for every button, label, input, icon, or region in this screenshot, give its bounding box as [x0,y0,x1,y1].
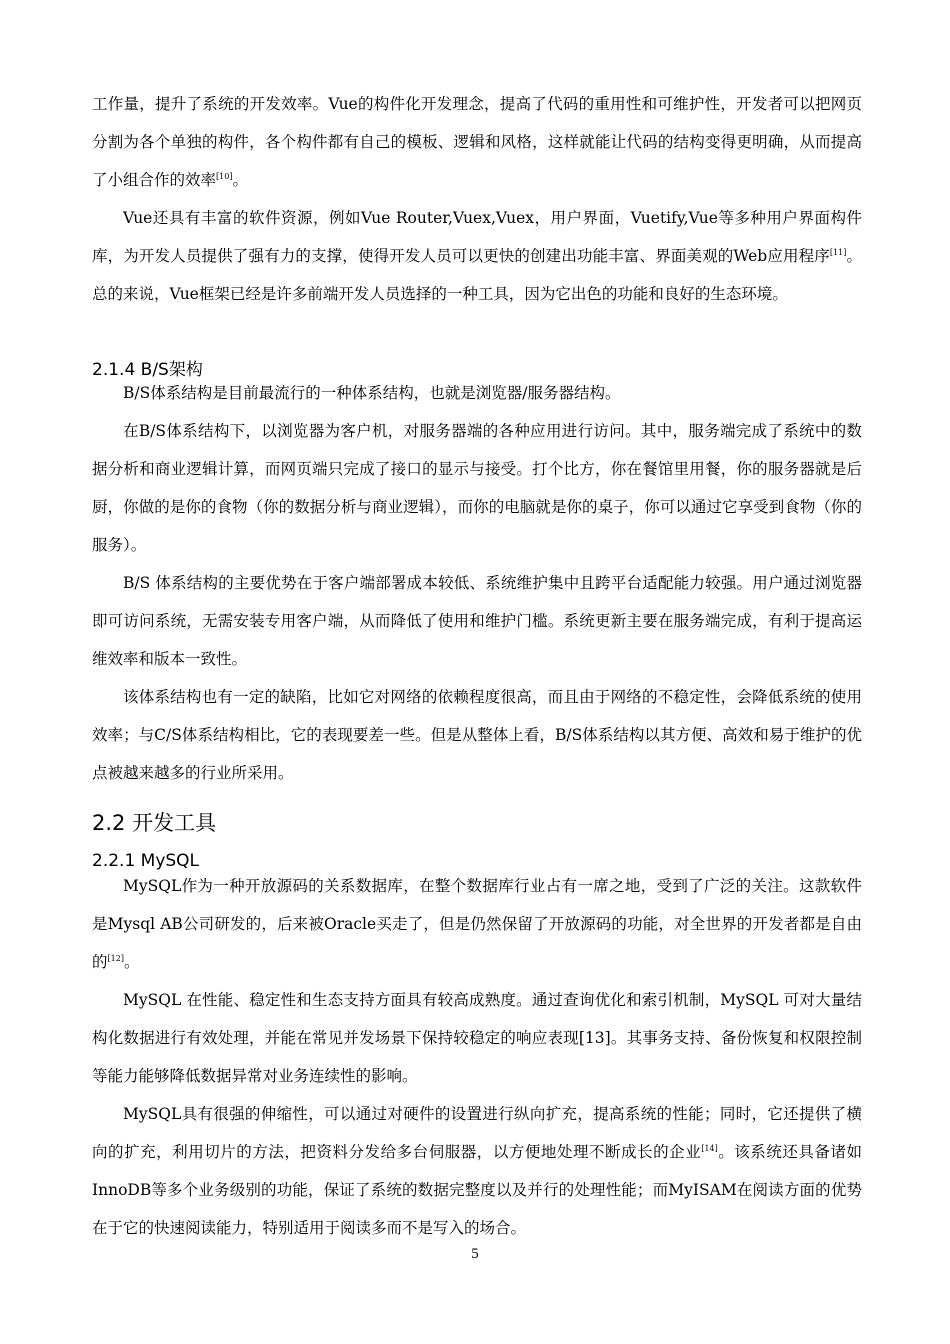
section-heading-2-2: 2.2 开发工具 [92,811,217,835]
paragraph-text: 。总的来说，Vue框架已经是许多前端开发人员选择的一种工具，因为它出色的功能和良好的生态环境。 [92,247,862,303]
paragraph-text: MySQL具有很强的伸缩性，可以通过对硬件的设置进行纵向扩充，提高系统的性能；同时，它还提供了横向的扩充，利用切片的方法，把资料分发给多台伺服器，以方便地处理不断成长的企业 [92,1105,862,1161]
paragraph-text: B/S 体系结构的主要优势在于客户端部署成本较低、系统维护集中且跨平台适配能力较强。用户通过浏览器即可访问系统，无需安装专用客户端，从而降低了使用和维护门槛。系统更新主要在服务端完成，有利于提高运维效率和版本一致性。 [92,574,862,668]
paragraph-text: 。该系统还具备诸如InnoDB等多个业务级别的功能，保证了系统的数据完整度以及并行的处理性能；而MyISAM在阅读方面的优势在于它的快速阅读能力，特别适用于阅读多而不是写入的场合。 [92,1143,862,1237]
paragraph-vue-ecosystem [92,199,862,313]
paragraph-bs-drawbacks [92,678,862,792]
citation-ref: [14] [701,1144,718,1153]
paragraph-text: 工作量，提升了系统的开发效率。Vue的构件化开发理念，提高了代码的重用性和可维护性，开发者可以把网页分割为各个单独的构件，各个构件都有自己的模板、逻辑和风格，这样就能让代码的结构变得更明确，从而提高了小组合作的效率 [92,95,862,189]
paragraph-text: MySQL 在性能、稳定性和生态支持方面具有较高成熟度。通过查询优化和索引机制，MySQL 可对大量结构化数据进行有效处理，并能在常见并发场景下保持较稳定的响应表现[13]。其事务支持、备份恢复和权限控制等能力能够降低数据异常对业务连续性的影响。 [92,991,862,1085]
paragraph-bs-advantages [92,564,862,678]
paragraph-mysql-performance [92,981,862,1095]
citation-ref: [10] [216,172,233,181]
paragraph-text: B/S体系结构是目前最流行的一种体系结构，也就是浏览器/服务器结构。 [123,384,621,402]
paragraph-text: 。 [232,171,248,189]
paragraph-text: MySQL作为一种开放源码的关系数据库，在整个数据库行业占有一席之地，受到了广泛的关注。这款软件是Mysql AB公司研发的，后来被Oracle买走了，但是仍然保留了开放源码的功能，对全世界的开发者都是自由的 [92,877,862,971]
page-number: 5 [471,1246,479,1262]
citation-ref: [12] [107,954,124,963]
citation-ref: [11] [829,248,847,257]
paragraph-text: 。 [123,953,140,971]
paragraph-mysql-scalability [92,1095,862,1247]
paragraph-text: 在B/S体系结构下，以浏览器为客户机，对服务器端的各种应用进行访问。其中，服务端完成了系统中的数据分析和商业逻辑计算，而网页端只完成了接口的显示与接受。打个比方，你在餐馆里用餐，你的服务器就是后厨，你做的是你的食物（你的数据分析与商业逻辑），而你的电脑就是你的桌子，你可以通过它享受到食物（你的服务）。 [92,422,862,554]
paragraph-mysql-intro [92,867,862,981]
section-heading-2-1-4: 2.1.4 B/S架构 [92,360,203,380]
paragraph-bs-detail [92,412,862,564]
paragraph-bs-intro [92,374,862,412]
paragraph-text: 该体系结构也有一定的缺陷，比如它对网络的依赖程度很高，而且由于网络的不稳定性，会降低系统的使用效率；与C/S体系结构相比，它的表现要差一些。但是从整体上看，B/S体系结构以其方便、高效和易于维护的优点被越来越多的行业所采用。 [92,688,862,782]
paragraph-vue-component [92,85,862,199]
section-heading-2-2-1: 2.2.1 MySQL [92,851,200,871]
paragraph-text: Vue还具有丰富的软件资源，例如Vue Router,Vuex,Vuex，用户界面，Vuetify,Vue等多种用户界面构件库，为开发人员提供了强有力的支撑，使得开发人员可以更快的创建出功能丰富、界面美观的Web应用程序 [92,209,862,265]
